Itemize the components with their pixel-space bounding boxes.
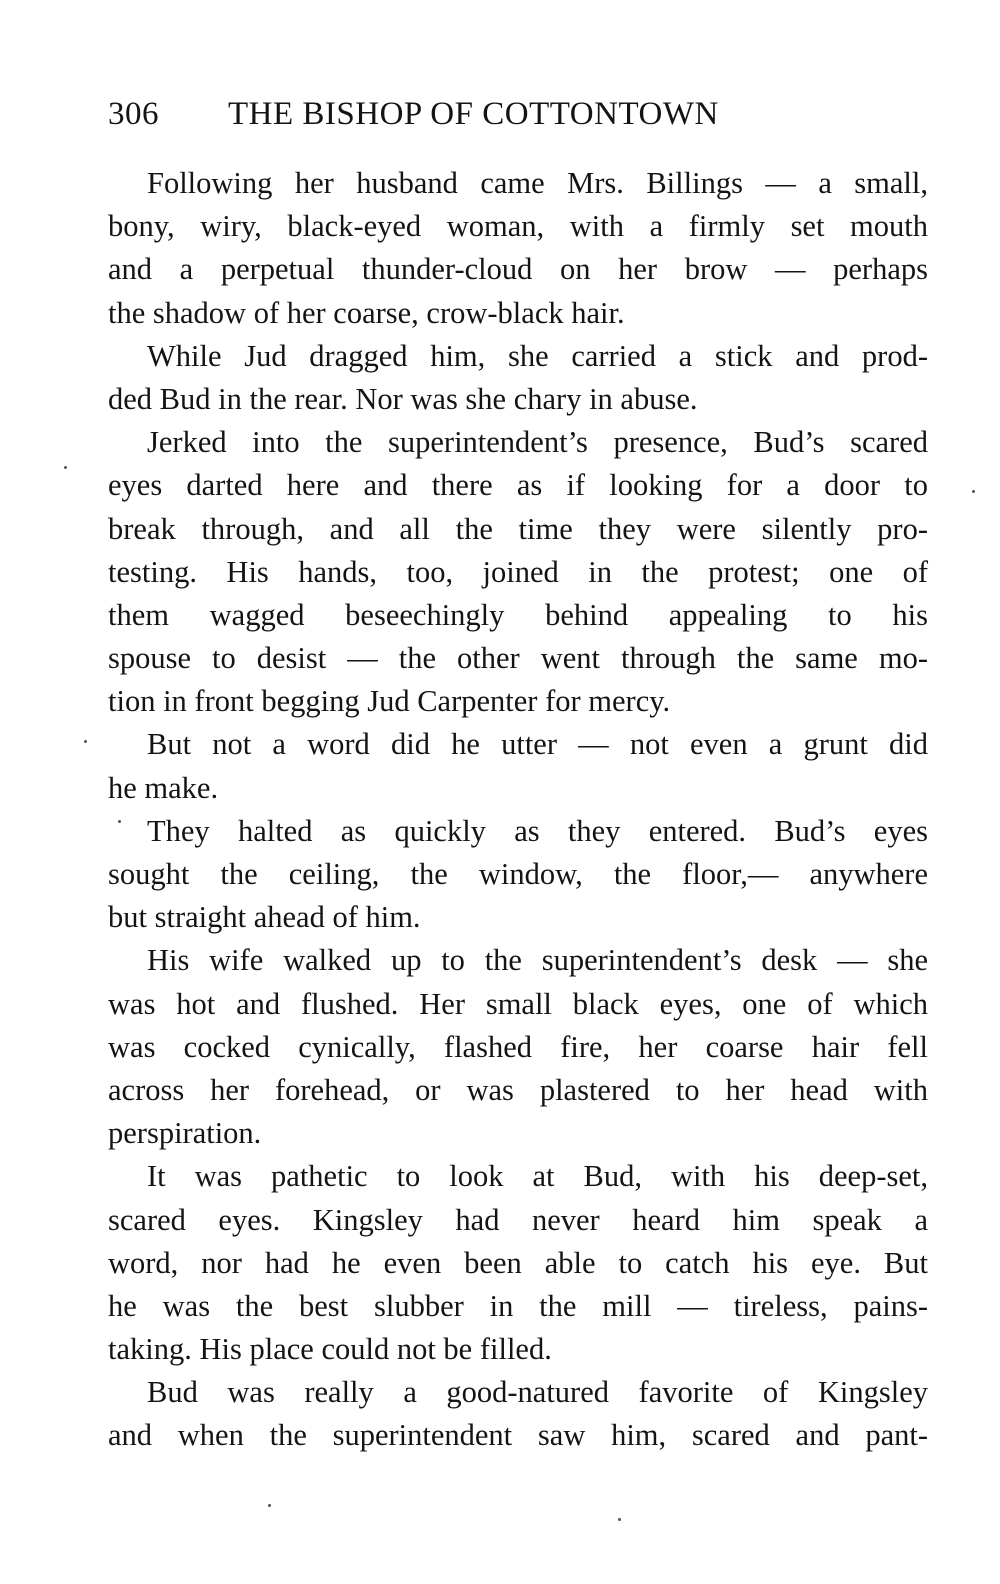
text-line: scared eyes. Kingsley had never heard him speak a bbox=[108, 1202, 928, 1237]
scan-speck bbox=[84, 740, 87, 743]
text-line: eyes darted here and there as if looking for a door to bbox=[108, 468, 928, 503]
text-line: taking. His place could not be filled. bbox=[108, 1332, 552, 1367]
text-line: Following her husband came Mrs. Billings — a small, bbox=[147, 166, 928, 200]
text-line: break through, and all the time they were silently pro- bbox=[108, 511, 928, 546]
scan-speck bbox=[268, 1504, 271, 1507]
page-number: 306 bbox=[108, 96, 159, 132]
text-line: was cocked cynically, flashed fire, her coarse hair fell bbox=[108, 1029, 928, 1064]
text-line: tion in front begging Jud Carpenter for mercy. bbox=[108, 684, 671, 719]
text-line: was hot and flushed. Her small black eyes, one of which bbox=[108, 986, 928, 1021]
text-line: he was the best slubber in the mill — tireless, pains- bbox=[108, 1288, 928, 1323]
scan-speck bbox=[972, 490, 975, 493]
scan-speck bbox=[618, 1518, 621, 1521]
text-line: While Jud dragged him, she carried a stick and prod- bbox=[147, 338, 928, 373]
text-line: ded Bud in the rear. Nor was she chary in abuse. bbox=[108, 381, 698, 416]
text-line: but straight ahead of him. bbox=[108, 900, 421, 935]
text-line: His wife walked up to the superintendent’s desk — she bbox=[147, 943, 928, 978]
text-line: perspiration. bbox=[108, 1116, 262, 1151]
running-title: THE BISHOP OF COTTONTOWN bbox=[228, 96, 719, 132]
text-line: spouse to desist — the other went through the same mo- bbox=[108, 641, 928, 676]
text-line: them wagged beseechingly behind appealing to his bbox=[108, 597, 928, 632]
text-line: the shadow of her coarse, crow-black hair. bbox=[108, 295, 625, 330]
text-line: bony, wiry, black-eyed woman, with a firmly set mouth bbox=[108, 209, 928, 244]
text-line: testing. His hands, too, joined in the protest; one of bbox=[108, 554, 928, 589]
text-line: It was pathetic to look at Bud, with his deep-set, bbox=[147, 1159, 928, 1194]
text-line: Jerked into the superintendent’s presence, Bud’s scared bbox=[147, 425, 928, 460]
text-line: Bud was really a good-natured favorite of Kingsley bbox=[147, 1375, 928, 1410]
running-header bbox=[108, 96, 928, 133]
text-line: and when the superintendent saw him, scared and pant- bbox=[108, 1418, 928, 1453]
scan-speck bbox=[64, 466, 67, 469]
text-line: he make. bbox=[108, 770, 219, 805]
text-line: sought the ceiling, the window, the floor,— anywhere bbox=[108, 857, 928, 891]
text-line: and a perpetual thunder-cloud on her brow — perhaps bbox=[108, 252, 928, 287]
body-text bbox=[108, 162, 928, 1458]
text-line: They halted as quickly as they entered. Bud’s eyes bbox=[147, 813, 928, 848]
scan-speck bbox=[118, 820, 121, 823]
text-line: word, nor had he even been able to catch his eye. But bbox=[108, 1245, 928, 1280]
text-line: across her forehead, or was plastered to her head with bbox=[108, 1072, 928, 1107]
text-line: But not a word did he utter — not even a grunt did bbox=[147, 727, 928, 762]
